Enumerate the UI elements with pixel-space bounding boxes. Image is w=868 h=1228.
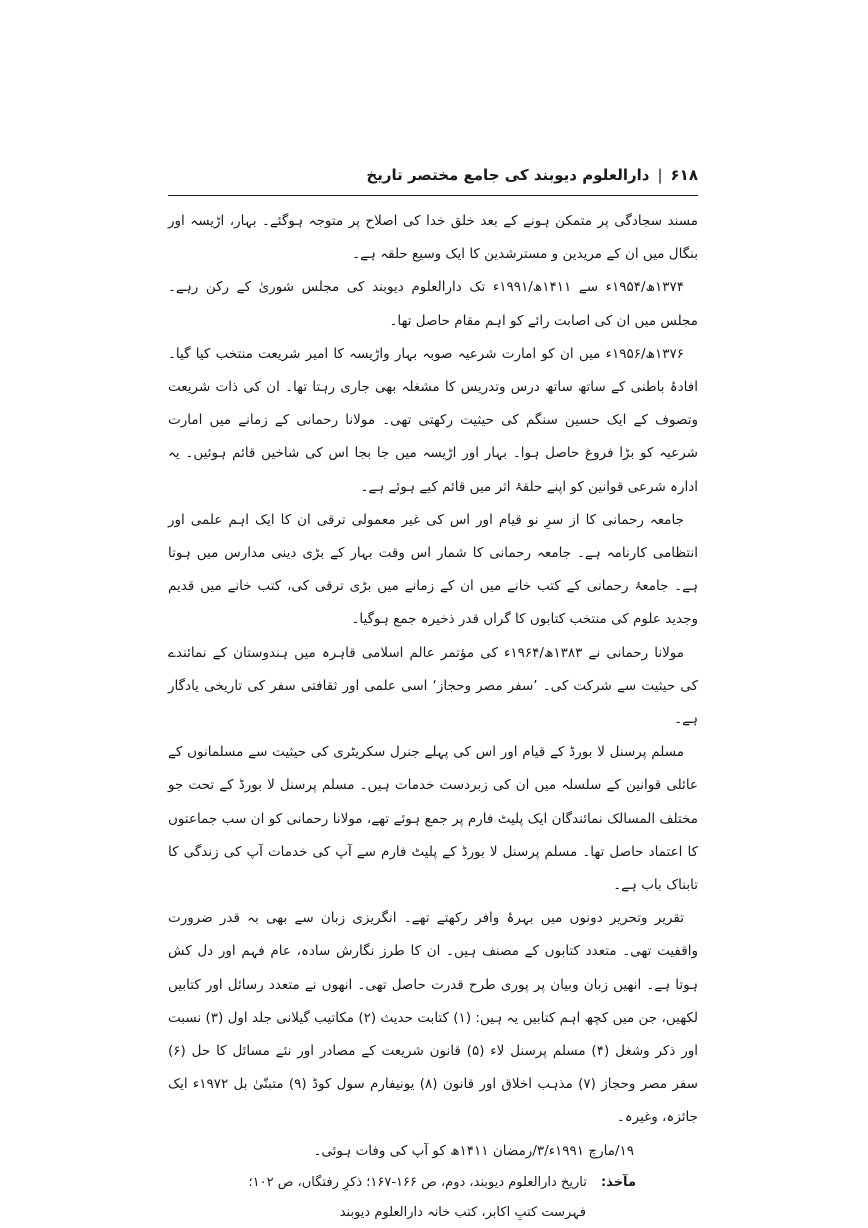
- paragraph: تقریر وتحریر دونوں میں بہرۂ وافر رکھتے تھے۔ انگریزی زبان سے بھی بہ قدر ضرورت واقفیت تھی۔ متعدد کتابوں کے مصنف ہیں۔ ان کا طرز نگارش سادہ، عام فہم اور دل کش ہوتا ہے۔ انھیں زبان وبیان پر پوری طرح قدرت حاصل تھی۔ انھوں نے متعدد رسائل اور کتابیں لکھیں، جن میں کچھ اہم کتابیں یہ ہیں: (۱) کتابت حدیث (۲) مکاتیب گیلانی جلد اول (۳) نسبت اور ذکر وشغل (۴) مسلم پرسنل لاء (۵) قانون شریعت کے مصادر اور نئے مسائل کا حل (۶) سفر مصر وحجاز (۷) مذہب اخلاق اور قانون (۸) یونیفارم سول کوڈ (۹) متبنّیٰ بل ۱۹۷۲ء ایک جائزہ، وغیرہ۔: [168, 910, 699, 1126]
- sources-line-1: تاریخ دارالعلوم دیوبند، دوم، ص ۱۶۶-۱۶۷؛ ذکرِ رفتگاں، ص ۱۰۲؛: [248, 1174, 587, 1190]
- page-body: [168, 205, 698, 1228]
- death-note: ۱۹/مارچ ۱۹۹۱ء/۳/رمضان ۱۴۱۱ھ کو آپ کی وفات ہوئی۔: [313, 1142, 634, 1159]
- header-rule: [168, 195, 698, 196]
- book-title: دارالعلوم دیوبند کی جامع مختصر تاریخ: [366, 166, 650, 184]
- paragraph: ۱۳۷۶ھ/۱۹۵۶ء میں ان کو امارت شرعیہ صوبہ بہار واڑیسہ کا امیر شریعت منتخب کیا گیا۔ افادۂ باطنی کے ساتھ ساتھ درس وتدریس کا مشغلہ بھی جاری رہتا تھا۔ ان کی ذات شریعت وتصوف کے ایک حسین سنگم کی حیثیت رکھتی تھی۔ مولانا رحمانی کے زمانے میں امارت شرعیہ کو بڑا فروغ حاصل ہوا۔ بہار اور اڑیسہ میں جا بجا اس کی شاخیں قائم ہوئیں۔ یہ ادارہ شرعی قوانین کو اپنے حلقۂ اثر میں قائم کیے ہوئے ہے۔: [168, 345, 698, 495]
- header-separator: |: [657, 166, 663, 184]
- sources-line-2: فہرست کتبِ اکابر، کتب خانہ دارالعلوم دیوبند: [339, 1204, 586, 1220]
- sources-label: مآخذ:: [600, 1174, 636, 1190]
- paragraph: جامعہ رحمانی کا از سرِ نو قیام اور اس کی غیر معمولی ترقی ان کا ایک اہم علمی اور انتظامی کارنامہ ہے۔ جامعہ رحمانی کا شمار اس وقت بہار کے بڑی دینی مدارس میں ہوتا ہے۔ جامعۂ رحمانی کے کتب خانے میں ان کے زمانے میں بڑی ترقی کی، کتب خانے میں قدیم وجدید علوم کی منتخب کتابوں کا گراں قدر ذخیرہ جمع ہوگیا۔: [168, 511, 698, 628]
- sources: [168, 1168, 698, 1198]
- paragraph: مولانا رحمانی نے ۱۳۸۳ھ/۱۹۶۴ء کی مؤتمر عالم اسلامی قاہرہ میں ہندوستان کے نمائندے کی حیثیت سے شرکت کی۔ ’سفر مصر وحجاز‘ اسی علمی اور ثقافتی سفر کی تاریخی یادگار ہے۔: [168, 644, 698, 728]
- paragraph: مسلم پرسنل لا بورڈ کے قیام اور اس کی پہلے جنرل سکریٹری کی حیثیت سے مسلمانوں کے عائلی قوانین کے سلسلہ میں ان کی زبردست خدمات ہیں۔ مسلم پرسنل لا بورڈ کے تحت جو مختلف المسالک نمائندگان ایک پلیٹ فارم پر جمع ہوئے تھے، مولانا رحمانی کو ان سب جماعتوں کا اعتماد حاصل تھا۔ مسلم پرسنل لا بورڈ کے پلیٹ فارم سے آپ کی خدمات آپ کی زندگی کا تابناک باب ہے۔: [168, 744, 698, 894]
- paragraph: ۱۳۷۴ھ/۱۹۵۴ء سے ۱۴۱۱ھ/۱۹۹۱ء تک دارالعلوم دیوبند کی مجلس شوریٰ کے رکن رہے۔ مجلس میں ان کی اصابت رائے کو اہم مقام حاصل تھا۔: [168, 279, 698, 329]
- page-number: ۶۱۸: [670, 166, 698, 184]
- paragraph: مسند سجادگی پر متمکن ہونے کے بعد خلق خدا کی اصلاح پر متوجہ ہوگئے۔ بہار، اڑیسہ اور بنگال میں ان کے مریدین و مسترشدین کا ایک وسیع حلقہ ہے۔: [168, 213, 698, 263]
- running-header: [168, 158, 698, 192]
